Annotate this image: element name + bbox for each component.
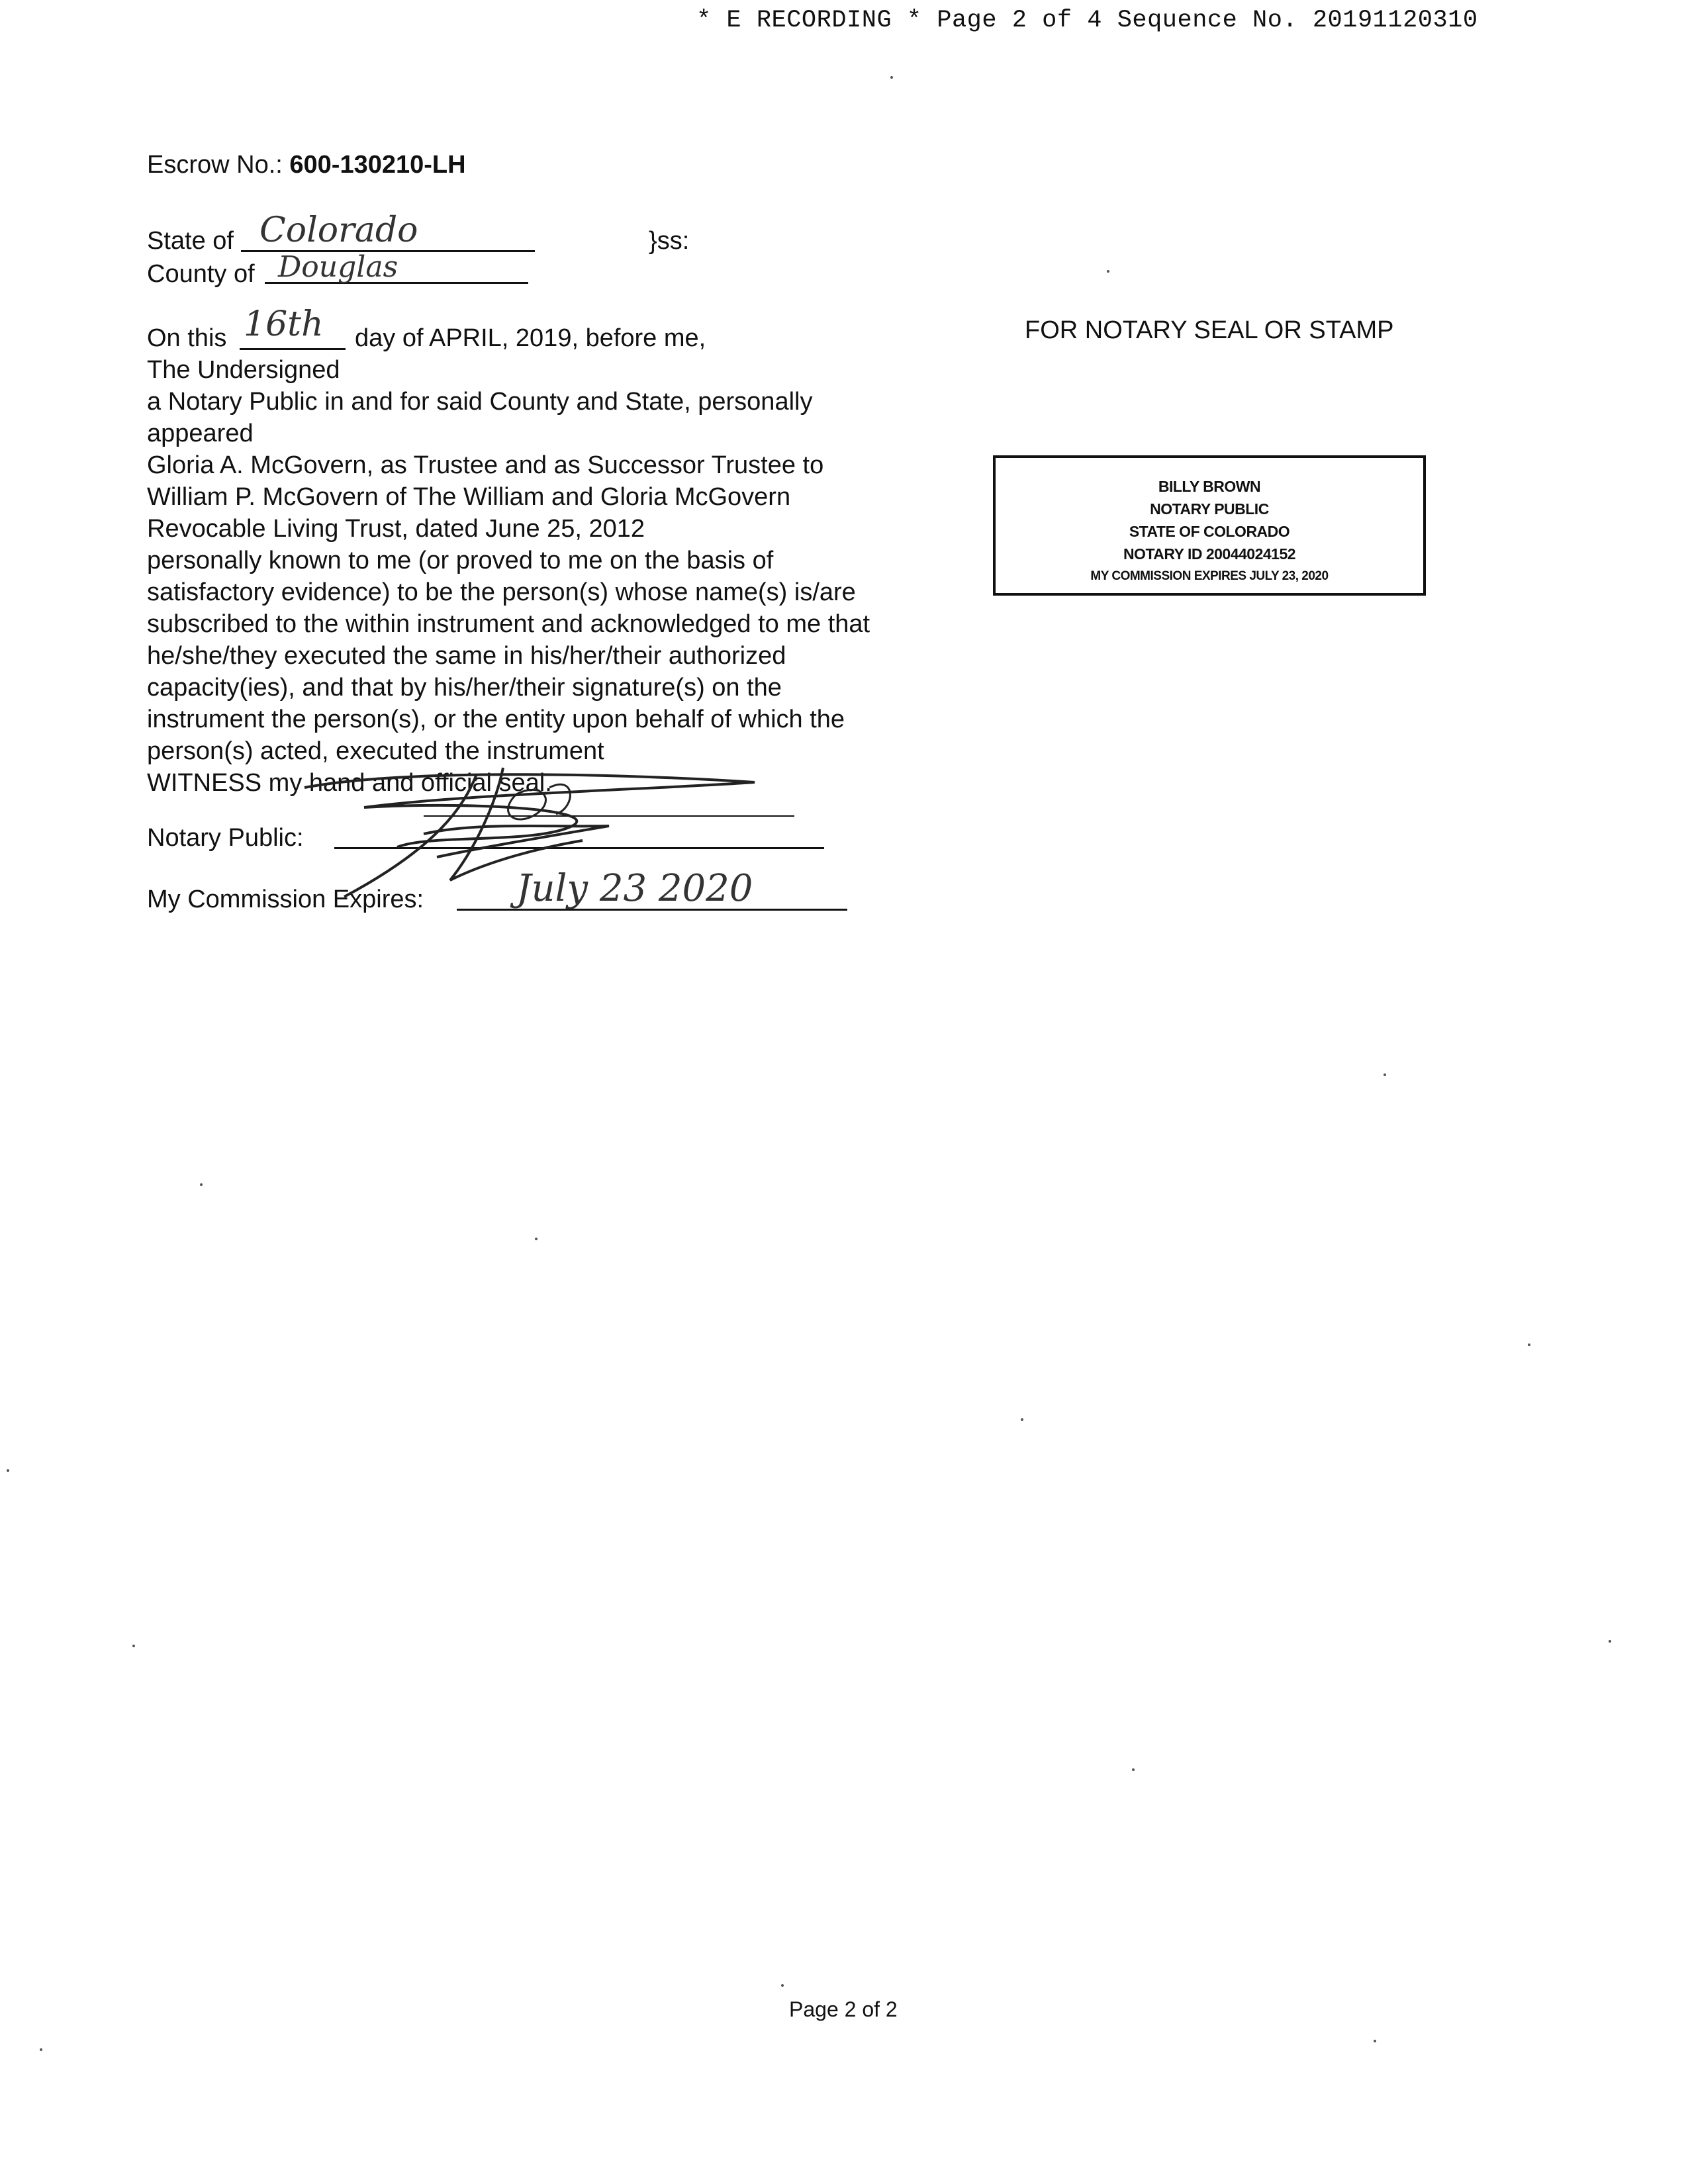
acknowledgment-body: [147, 354, 870, 799]
county-label: County of: [147, 260, 255, 288]
notary-seal-caption: FOR NOTARY SEAL OR STAMP: [1025, 316, 1394, 344]
ack-line: Gloria A. McGovern, as Trustee and as Successor Trustee to: [147, 451, 824, 479]
escrow-line: [147, 149, 466, 181]
scan-speck: [1528, 1343, 1530, 1346]
ss-mark: }ss:: [649, 227, 690, 255]
ack-line: appeared: [147, 420, 254, 447]
scan-speck: [1107, 270, 1109, 273]
ack-line: person(s) acted, executed the instrument: [147, 737, 604, 765]
ack-line: instrument the person(s), or the entity upon behalf of which the: [147, 705, 845, 733]
ack-line: WITNESS my hand and official seal.: [147, 769, 552, 797]
day-rest-text: day of APRIL, 2019, before me,: [355, 324, 706, 352]
recording-header: * E RECORDING * Page 2 of 4 Sequence No. 20191120310: [696, 7, 1478, 34]
scan-speck: [890, 76, 893, 79]
scan-speck: [1609, 1640, 1611, 1643]
scan-speck: [535, 1238, 538, 1240]
day-underline: [240, 348, 346, 350]
county-handwritten: Douglas: [278, 250, 399, 284]
day-handwritten: 16th: [244, 304, 324, 344]
scan-speck: [7, 1469, 9, 1472]
ack-line: Revocable Living Trust, dated June 25, 2012: [147, 515, 645, 543]
state-handwritten: Colorado: [259, 210, 418, 250]
escrow-label: Escrow No.:: [147, 151, 283, 179]
ack-line: William P. McGovern of The William and Gloria McGovern: [147, 483, 791, 511]
scan-speck: [1021, 1418, 1023, 1421]
notary-stamp: [993, 455, 1426, 596]
stamp-line: BILLY BROWN: [1158, 478, 1261, 495]
stamp-line: MY COMMISSION EXPIRES JULY 23, 2020: [1090, 569, 1329, 583]
scan-speck: [200, 1183, 203, 1186]
scan-speck: [781, 1984, 784, 1987]
ack-line: subscribed to the within instrument and acknowledged to me that: [147, 610, 870, 638]
state-label: State of: [147, 227, 234, 255]
on-this-label: On this: [147, 324, 227, 352]
page-footer: Page 2 of 2: [789, 1997, 898, 2021]
ack-line: personally known to me (or proved to me on the basis of: [147, 547, 774, 574]
notary-public-label: Notary Public:: [147, 824, 304, 852]
ack-line: satisfactory evidence) to be the person(s) whose name(s) is/are: [147, 578, 856, 606]
ack-line: a Notary Public in and for said County and State, personally: [147, 388, 813, 416]
scan-speck: [1374, 2040, 1376, 2042]
scan-speck: [40, 2048, 42, 2051]
commission-handwritten: July 23 2020: [516, 867, 753, 910]
ack-line: he/she/they executed the same in his/her/their authorized: [147, 642, 786, 670]
escrow-number: 600-130210-LH: [289, 151, 466, 179]
scan-speck: [1132, 1768, 1135, 1771]
scan-speck: [132, 1645, 135, 1647]
stamp-line: NOTARY PUBLIC: [1150, 500, 1269, 518]
commission-label: My Commission Expires:: [147, 886, 424, 913]
ack-line: The Undersigned: [147, 356, 340, 384]
ack-line: capacity(ies), and that by his/her/their signature(s) on the: [147, 674, 782, 702]
scan-speck: [1383, 1073, 1386, 1076]
stamp-line: NOTARY ID 20044024152: [1123, 545, 1296, 563]
stamp-line: STATE OF COLORADO: [1129, 523, 1290, 540]
